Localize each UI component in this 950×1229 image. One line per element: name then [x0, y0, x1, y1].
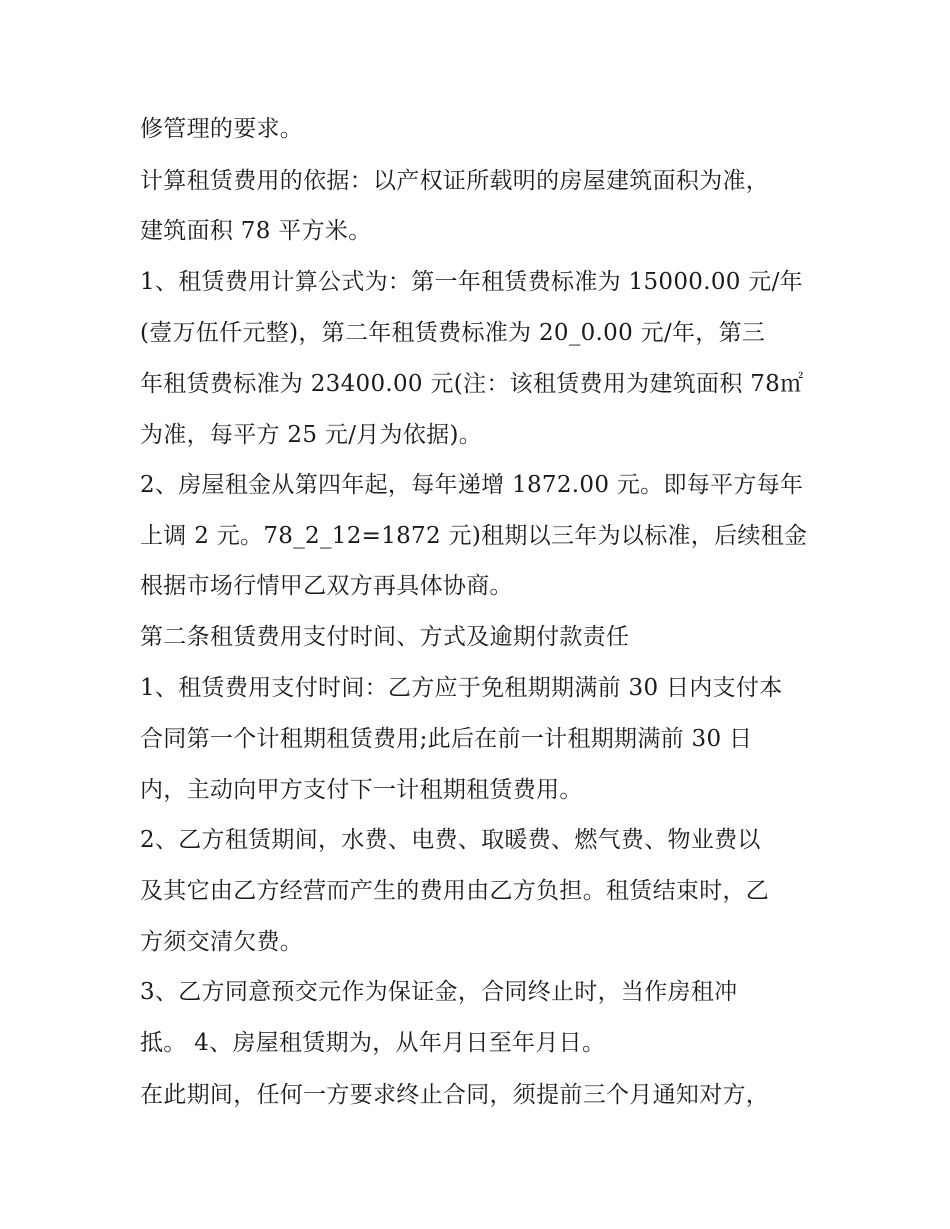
- text-line: 2、房屋租金从第四年起，每年递增 1872.00 元。即每平方每年: [140, 472, 804, 498]
- text-line: 内，主动向甲方支付下一计租期租赁费用。: [140, 777, 583, 803]
- text-line: 为准，每平方 25 元/月为依据)。: [140, 422, 483, 448]
- text-line: 年租赁费标准为 23400.00 元(注：该租赁费用为建筑面积 78㎡: [140, 371, 804, 397]
- text-line: 1、租赁费用计算公式为：第一年租赁费标准为 15000.00 元/年: [140, 269, 803, 295]
- text-line: 建筑面积 78 平方米。: [140, 218, 372, 244]
- text-line: 3、乙方同意预交元作为保证金，合同终止时，当作房租冲: [140, 979, 738, 1005]
- text-line: 1、租赁费用支付时间：乙方应于免租期期满前 30 日内支付本: [140, 675, 783, 701]
- text-line: 及其它由乙方经营而产生的费用由乙方负担。租赁结束时，乙: [140, 878, 770, 904]
- text-line: 根据市场行情甲乙双方再具体协商。: [140, 573, 513, 599]
- text-line: 合同第一个计租期租赁费用;此后在前一计租期期满前 30 日: [140, 726, 753, 752]
- text-line: 修管理的要求。: [140, 116, 304, 142]
- text-line: 计算租赁费用的依据：以产权证所载明的房屋建筑面积为准，: [140, 168, 770, 194]
- section-heading: 第二条租赁费用支付时间、方式及逾期付款责任: [140, 624, 630, 650]
- text-line: 上调 2 元。78_2_12=1872 元)租期以三年为以标准，后续租金: [140, 523, 808, 549]
- text-line: 抵。 4、房屋租赁期为，从年月日至年月日。: [140, 1030, 606, 1056]
- text-line: 在此期间，任何一方要求终止合同，须提前三个月通知对方，: [140, 1082, 770, 1108]
- text-line: 方须交清欠费。: [140, 929, 304, 955]
- text-line: 2、乙方租赁期间，水费、电费、取暖费、燃气费、物业费以: [140, 827, 761, 853]
- text-line: (壹万伍仟元整)，第二年租赁费标准为 20_0.00 元/年，第三: [140, 320, 766, 346]
